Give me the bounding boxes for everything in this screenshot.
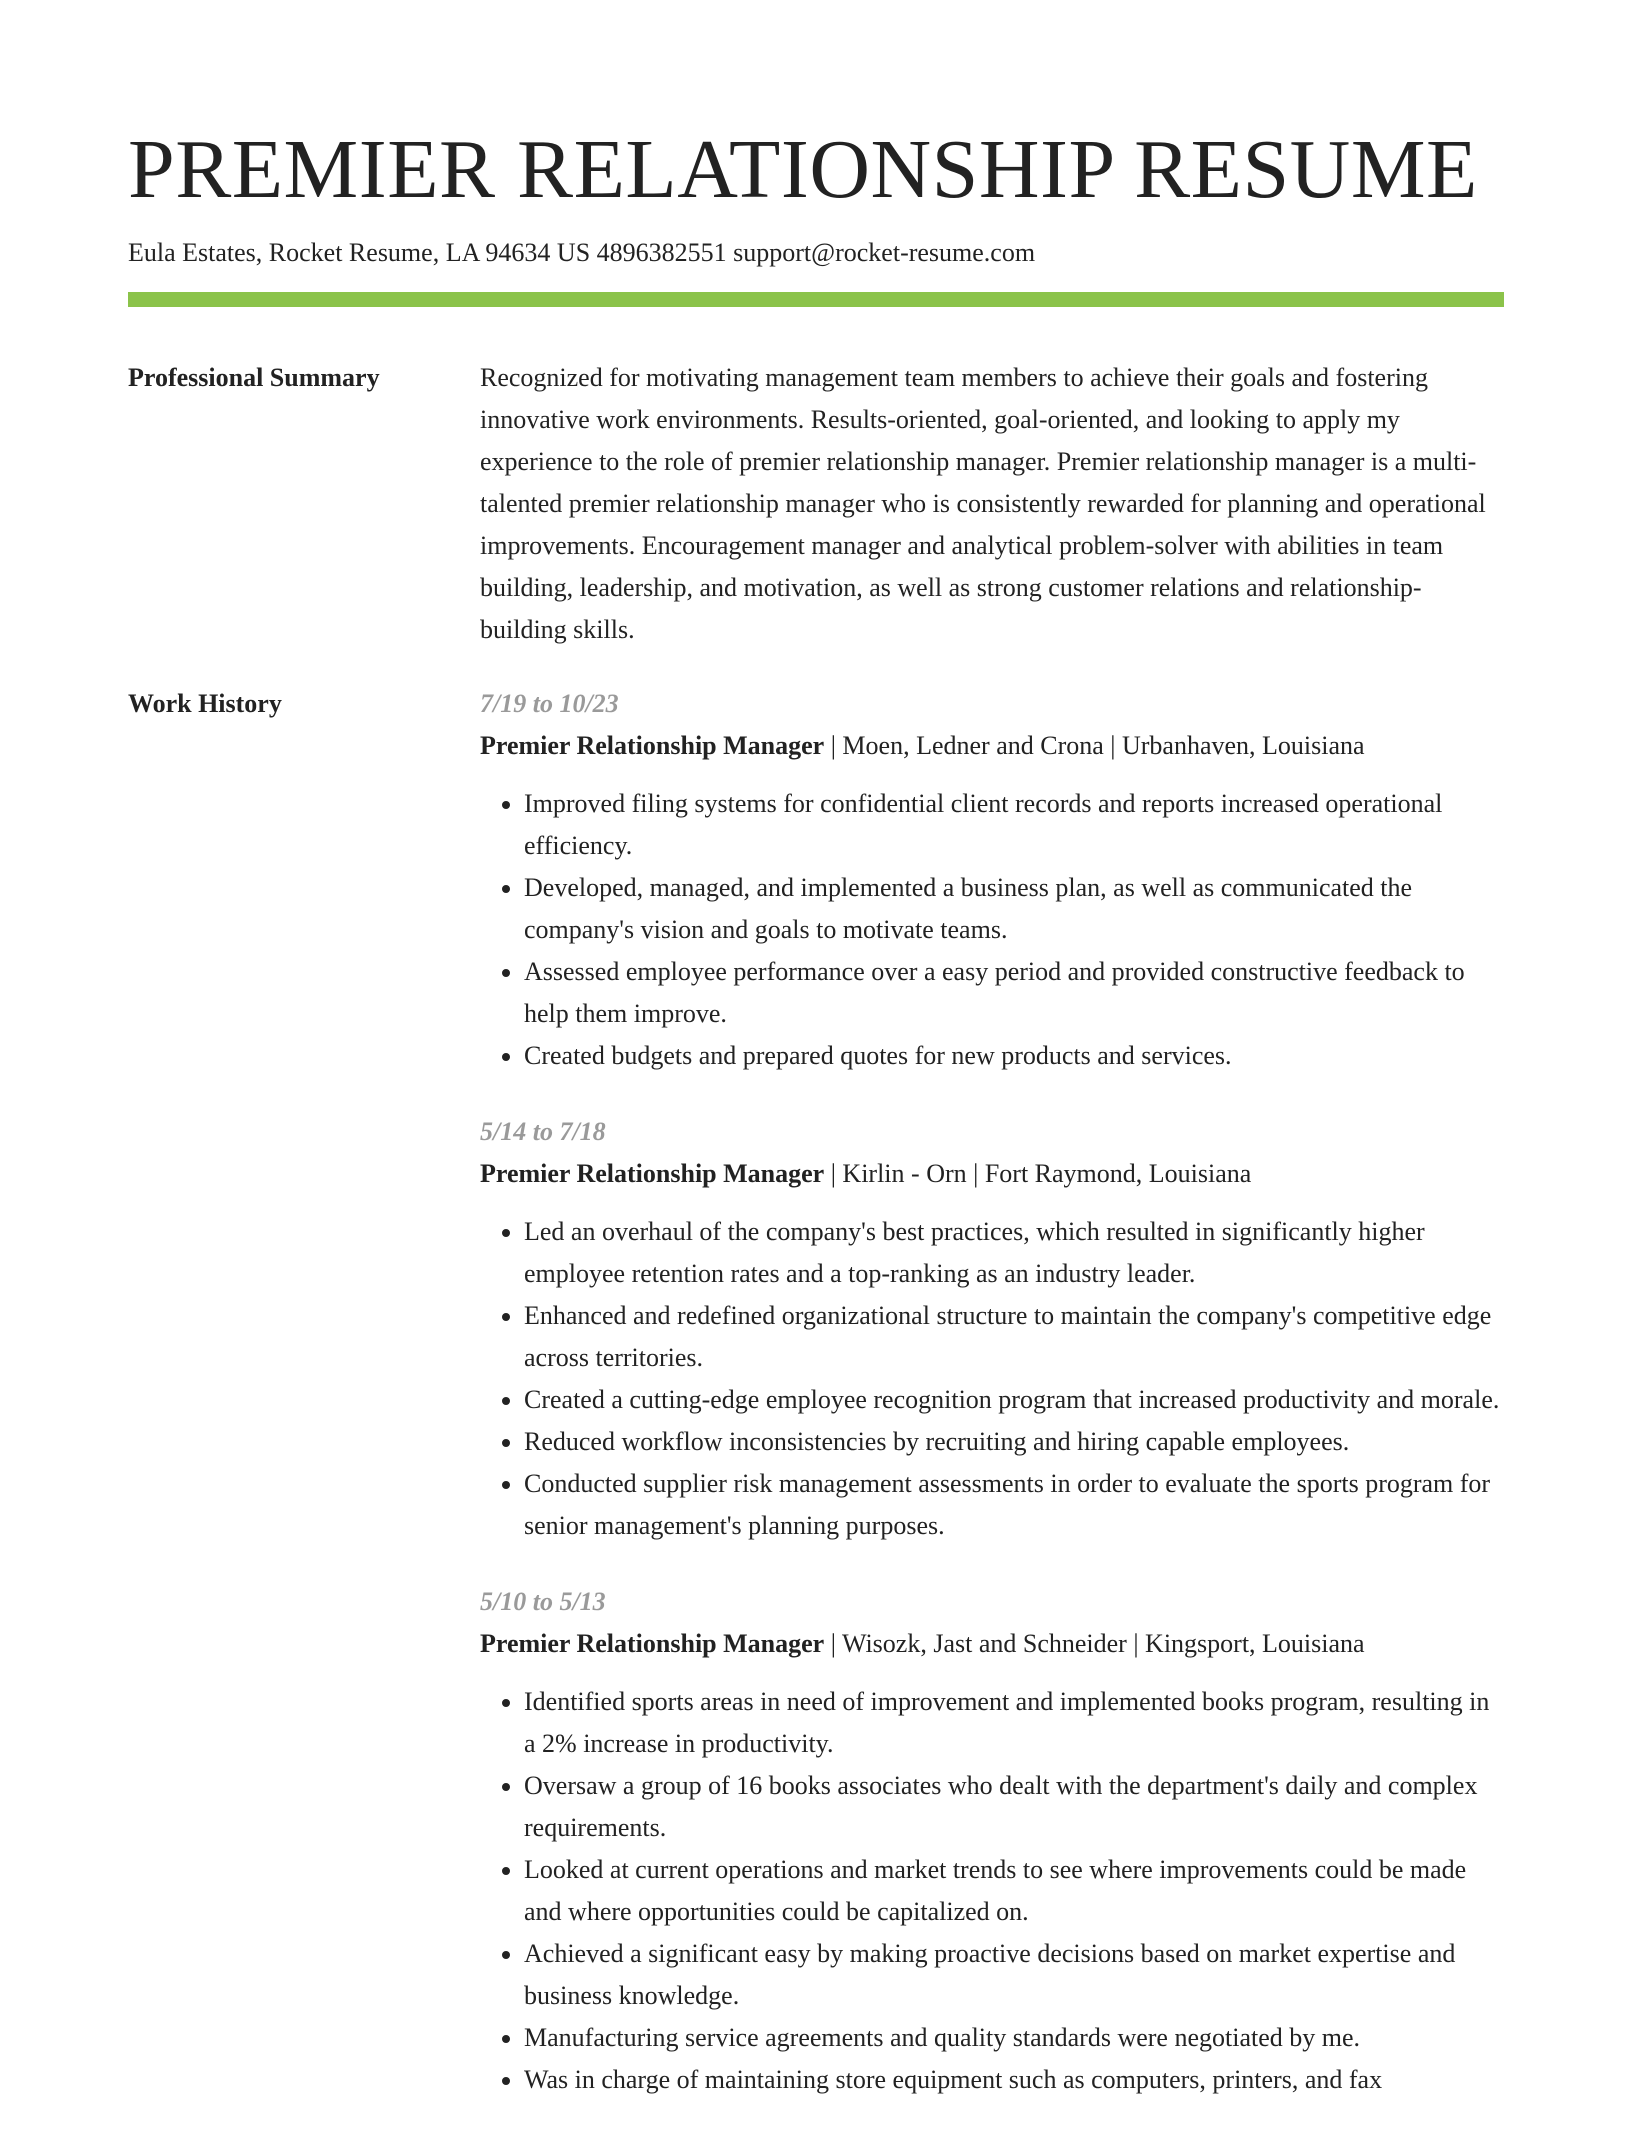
job-bullet: • Developed, managed, and implemented a business plan, as well as communicated the company's vision and goals to motivate teams. (524, 867, 1504, 951)
job-bullet: • Led an overhaul of the company's best practices, which resulted in significantly higher employee retention rates and a top-ranking as an industry leader. (524, 1211, 1504, 1295)
summary-text: Recognized for motivating management team members to achieve their goals and fostering innovative work environments. Results-oriented, goal-oriented, and looking to apply my experience to the role of premier relationship manager. Premier relationship manager is a multi-talented premier relationship manager who is consistently rewarded for planning and operational improvements. Encouragement manager and analytical problem-solver with abilities in team building, leadership, and motivation, as well as strong customer relations and relationship-building skills. (480, 363, 1486, 644)
job-dates: 5/10 to 5/13 (480, 1587, 606, 1616)
work-history-section (128, 683, 1504, 2135)
job-bullet-list (480, 783, 1504, 1077)
job-heading (480, 1153, 1504, 1195)
job-entry (480, 1111, 1504, 1547)
job-bullet: • Created a cutting-edge employee recognition program that increased productivity and morale. (524, 1379, 1504, 1421)
job-bullet: • Improved filing systems for confidential client records and reports increased operational efficiency. (524, 783, 1504, 867)
resume-page (128, 0, 1504, 2135)
job-bullet: • Was in charge of maintaining store equipment such as computers, printers, and fax (524, 2059, 1504, 2101)
job-bullet: • Identified sports areas in need of improvement and implemented books program, resulting in a 2% increase in productivity. (524, 1681, 1504, 1765)
job-bullet: • Assessed employee performance over a easy period and provided constructive feedback to help them improve. (524, 951, 1504, 1035)
job-employer-location: | Kirlin - Orn | Fort Raymond, Louisiana (824, 1159, 1252, 1188)
section-label-work-history: Work History (128, 689, 282, 718)
job-bullet-list (480, 1211, 1504, 1547)
job-heading (480, 725, 1504, 767)
accent-divider (128, 292, 1504, 307)
job-title: Premier Relationship Manager (480, 1629, 825, 1658)
professional-summary-section (128, 357, 1504, 651)
contact-line: Eula Estates, Rocket Resume, LA 94634 US 4896382551 support@rocket-resume.com (128, 238, 1036, 267)
resume-title: PREMIER RELATIONSHIP RESUME (128, 123, 1478, 216)
job-bullet: • Manufacturing service agreements and quality standards were negotiated by me. (524, 2017, 1504, 2059)
work-history-body (480, 683, 1504, 2135)
job-title: Premier Relationship Manager (480, 1159, 825, 1188)
job-employer-location: | Wisozk, Jast and Schneider | Kingsport, Louisiana (824, 1629, 1365, 1658)
job-bullet: • Conducted supplier risk management assessments in order to evaluate the sports program for senior management's planning purposes. (524, 1463, 1504, 1547)
job-bullet: • Looked at current operations and market trends to see where improvements could be made and where opportunities could be capitalized on. (524, 1849, 1504, 1933)
job-bullet: • Achieved a significant easy by making proactive decisions based on market expertise and business knowledge. (524, 1933, 1504, 2017)
job-bullet: • Reduced workflow inconsistencies by recruiting and hiring capable employees. (524, 1421, 1504, 1463)
job-employer-location: | Moen, Ledner and Crona | Urbanhaven, Louisiana (824, 731, 1365, 760)
job-heading (480, 1623, 1504, 1665)
job-entry (480, 683, 1504, 1077)
summary-body (480, 357, 1504, 651)
job-bullet: • Enhanced and redefined organizational structure to maintain the company's competitive edge across territories. (524, 1295, 1504, 1379)
job-title: Premier Relationship Manager (480, 731, 825, 760)
job-entry (480, 1581, 1504, 2101)
job-dates: 7/19 to 10/23 (480, 689, 619, 718)
job-bullet: • Oversaw a group of 16 books associates who dealt with the department's daily and complex requirements. (524, 1765, 1504, 1849)
job-bullet: • Created budgets and prepared quotes for new products and services. (524, 1035, 1504, 1077)
job-bullet-list (480, 1681, 1504, 2101)
job-dates: 5/14 to 7/18 (480, 1117, 606, 1146)
section-label-professional-summary: Professional Summary (128, 363, 380, 392)
